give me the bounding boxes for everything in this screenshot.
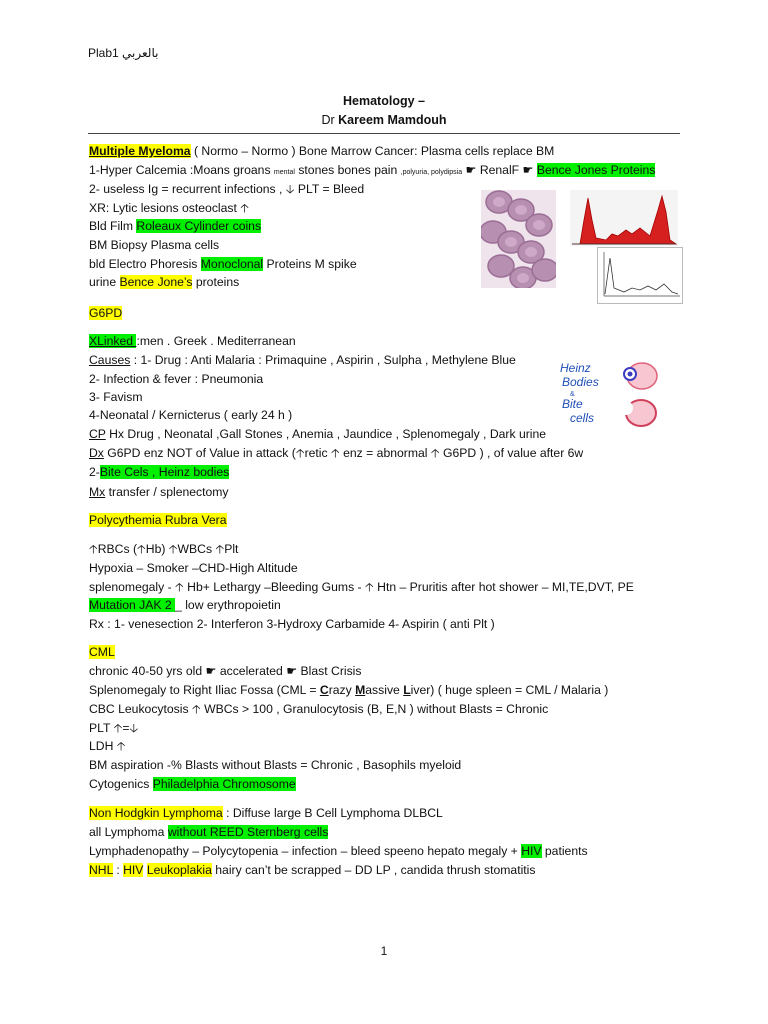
page-number: 1	[380, 944, 388, 958]
cml-line-3: CBC Leukocytosis 🡡 WBCs > 100 , Granulocytosis (B, E,N ) without Blasts = Chronic	[89, 702, 549, 716]
page-header: Plab1 بالعربي	[88, 46, 159, 60]
protein-curve-image	[597, 247, 683, 304]
g6pd-line-8: 2-Bite Cels , Heinz bodies	[89, 465, 230, 479]
nhl-line-2: all Lymphoma without REED Sternberg cells	[89, 825, 329, 839]
cml-line-1: chronic 40-50 yrs old ☛ accelerated ☛ Blast Crisis	[89, 664, 362, 678]
heinz-fig-text-3: &	[570, 391, 575, 398]
g6pd-line-3: 2- Infection & fever : Pneumonia	[89, 372, 264, 386]
heinz-fig-text-1: Heinz	[560, 361, 591, 375]
mm-line-7: urine Bence Jone’s proteins	[89, 275, 240, 289]
mm-line-1: 1-Hyper Calcemia :Moans groans mental stones bones pain ,polyuria, polydipsia ☛ RenalF ☛ Bence Jones Proteins	[89, 163, 656, 177]
nhl-line-4: NHL : HIV Leukoplakia hairy can’t be scrapped – DD LP , candida thrush stomatitis	[89, 863, 536, 877]
g6pd-line-1: XLinked :men . Greek . Mediterranean	[89, 334, 296, 348]
rouleaux-smear-image	[481, 190, 556, 288]
mm-line-2: 2- useless Ig = recurrent infections , 🡣 PLT = Bleed	[89, 182, 365, 196]
prv-heading: Polycythemia Rubra Vera	[89, 513, 227, 527]
heinz-fig-text-2: Bodies	[562, 375, 599, 389]
g6pd-line-5: 4-Neonatal / Kernicterus ( early 24 h )	[89, 408, 293, 422]
g6pd-line-4: 3- Favism	[89, 390, 143, 404]
prv-line-2: Hypoxia – Smoker –CHD-High Altitude	[89, 561, 298, 575]
g6pd-line-7: Dx G6PD enz NOT of Value in attack (🡡retic 🡡 enz = abnormal 🡡 G6PD ) , of value after 6w	[89, 446, 584, 460]
mm-line-6: bld Electro Phoresis Monoclonal Proteins M spike	[89, 257, 357, 271]
prv-line-5: Rx : 1- venesection 2- Interferon 3-Hydroxy Carbamide 4- Aspirin ( anti Plt )	[89, 617, 495, 631]
heinz-fig-text-4: Bite	[562, 397, 583, 411]
mm-line-3: XR: Lytic lesions osteoclast 🡡	[89, 201, 250, 215]
heinz-fig-text-5: cells	[570, 411, 595, 425]
doc-title: Hematology –	[343, 94, 425, 108]
g6pd-line-9: Mx transfer / splenectomy	[89, 485, 229, 499]
prv-line-4: Mutation JAK 2 _ low erythropoietin	[89, 598, 281, 612]
nhl-heading: Non Hodgkin Lymphoma	[89, 806, 223, 820]
nhl-heading-line: Non Hodgkin Lymphoma : Diffuse large B Cell Lymphoma DLBCL	[89, 806, 443, 820]
cml-heading: CML	[89, 645, 115, 659]
mm-line-4: Bld Film Roleaux Cylinder coins	[89, 219, 262, 233]
doc-author: Dr Kareem Mamdouh	[321, 113, 447, 127]
electrophoresis-spike-image	[570, 190, 678, 246]
mm-line-5: BM Biopsy Plasma cells	[89, 238, 220, 252]
cml-line-7: Cytogenics Philadelphia Chromosome	[89, 777, 296, 791]
mm-heading: Multiple Myeloma	[89, 144, 191, 158]
cml-line-5: LDH 🡡	[89, 739, 126, 753]
prv-line-1: 🡡RBCs (🡡Hb) 🡡WBCs 🡡Plt	[89, 542, 239, 556]
g6pd-line-2: Causes : 1- Drug : Anti Malaria : Primaquine , Aspirin , Sulpha , Methylene Blue	[89, 353, 516, 367]
cml-line-6: BM aspiration -% Blasts without Blasts = Chronic , Basophils myeloid	[89, 758, 462, 772]
nhl-line-3: Lymphadenopathy – Polycytopenia – infection – bleed speeno hepato megaly + HIV patients	[89, 844, 588, 858]
g6pd-heading: G6PD	[89, 306, 123, 320]
heinz-bite-cells-image	[556, 358, 676, 430]
prv-line-3: splenomegaly - 🡡 Hb+ Lethargy –Bleeding Gums - 🡡 Htn – Pruritis after hot shower – MI,TE,DVT, PE	[89, 580, 634, 594]
cml-line-2: Splenomegaly to Right Iliac Fossa (CML = Crazy Massive Liver) ( huge spleen = CML / Malaria )	[89, 683, 609, 697]
title-divider	[88, 133, 680, 134]
mm-heading-line: Multiple Myeloma ( Normo – Normo ) Bone Marrow Cancer: Plasma cells replace BM	[89, 144, 555, 158]
g6pd-line-6: CP Hx Drug , Neonatal ,Gall Stones , Anemia , Jaundice , Splenomegaly , Dark urine	[89, 427, 547, 441]
cml-line-4: PLT 🡡=🡣	[89, 721, 139, 735]
